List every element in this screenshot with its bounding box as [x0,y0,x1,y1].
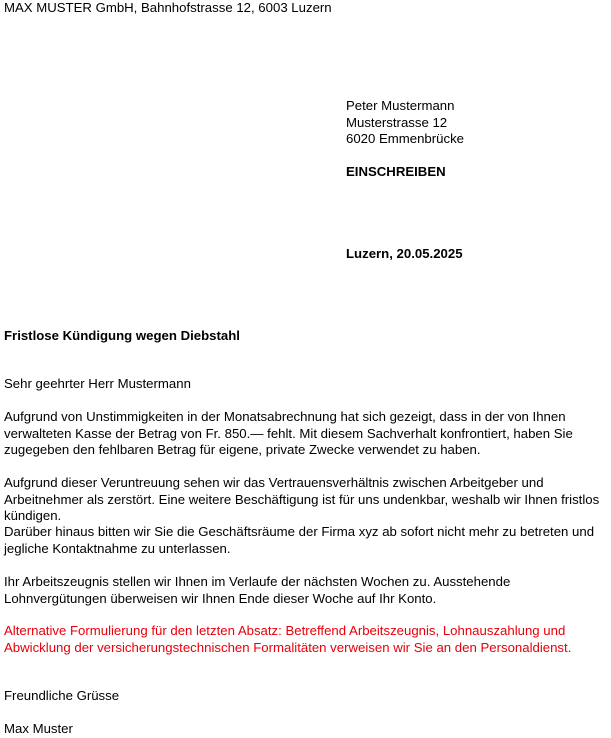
delivery-note: EINSCHREIBEN [346,164,446,179]
recipient-city: 6020 Emmenbrücke [346,131,465,146]
alternative-paragraph: Alternative Formulierung für den letzten Absatz: Betreffend Arbeitszeugnis, Lohnauszahlung und Abwicklung der versicherungstechnischen Formalitäten verweisen wir Sie an den Personaldienst. [4,623,572,655]
sender-line: MAX MUSTER GmbH, Bahnhofstrasse 12, 6003 Luzern [4,0,332,15]
signature-name: Max Muster [4,721,73,736]
paragraph-2: Aufgrund dieser Veruntreuung sehen wir das Vertrauensverhältnis zwischen Arbeitgeber und Arbeitnehmer als zerstört. Eine weitere Beschäftigung ist für uns undenkbar, weshalb wir Ihnen fristlos kündigen. [4,475,600,523]
paragraph-4: Ihr Arbeitszeugnis stellen wir Ihnen im Verlaufe der nächsten Wochen zu. Ausstehende Lohnvergütungen überweisen wir Ihnen Ende dieser Woche auf Ihr Konto. [4,574,511,606]
salutation: Sehr geehrter Herr Mustermann [4,376,191,391]
paragraph-3: Darüber hinaus bitten wir Sie die Geschäftsräume der Firma xyz ab sofort nicht mehr zu betreten und jegliche Kontaktnahme zu unterlassen. [4,524,595,556]
paragraph-1: Aufgrund von Unstimmigkeiten in der Monatsabrechnung hat sich gezeigt, dass in der von Ihnen verwalteten Kasse der Betrag von Fr. 850.— fehlt. Mit diesem Sachverhalt konfrontiert, haben Sie zugegeben den fehlbaren Betrag für eigene, private Zwecke verwendet zu haben. [4,409,573,457]
recipient-name: Peter Mustermann [346,98,455,113]
subject-line: Fristlose Kündigung wegen Diebstahl [4,328,240,343]
closing: Freundliche Grüsse [4,688,120,703]
place-date: Luzern, 20.05.2025 [346,246,463,261]
recipient-street: Musterstrasse 12 [346,115,448,130]
